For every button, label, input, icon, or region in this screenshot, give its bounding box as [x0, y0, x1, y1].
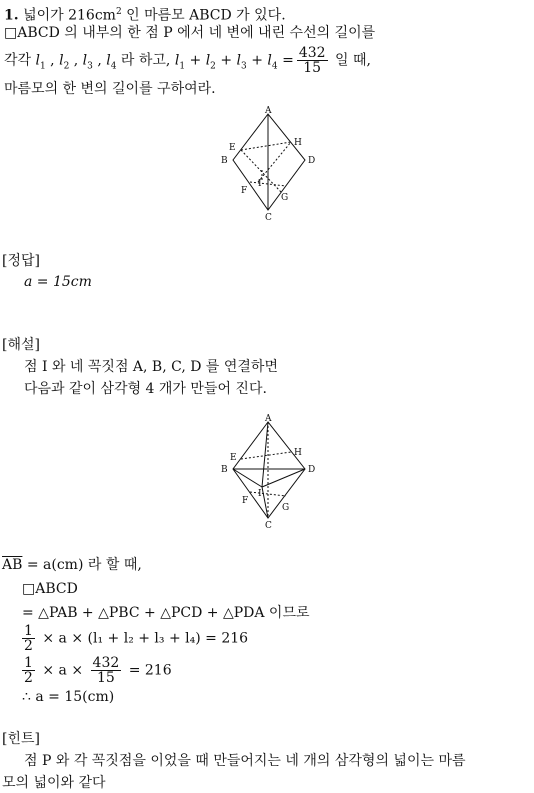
label-G-2: G: [282, 503, 290, 513]
equation-2-mid: × a ×: [37, 662, 88, 679]
rhombus-figure-2: [218, 412, 322, 530]
equation-1: [22, 624, 248, 653]
label-C: C: [265, 213, 272, 222]
half-fraction-2: $\frac{1}{2}$: [24, 655, 33, 686]
answer-label: [정답]: [2, 253, 40, 269]
explanation-label: [해설]: [2, 337, 40, 353]
label-E-2: E: [230, 453, 237, 463]
label-D-2: D: [308, 465, 316, 475]
problem-text-1sup: 2: [115, 7, 122, 17]
fraction-denominator: 15: [303, 60, 322, 76]
label-G: G: [281, 193, 289, 203]
hint-line-2: 모의 넓이와 같다: [2, 775, 106, 791]
label-C-2: C: [265, 521, 272, 530]
label-I: I: [258, 179, 262, 189]
label-B-2: B: [221, 465, 228, 475]
half-fraction-1: $\frac{1}{2}$: [24, 623, 33, 654]
equation-2: [22, 656, 172, 685]
label-D: D: [308, 156, 316, 166]
problem-number: 1.: [4, 7, 19, 24]
equation-2-fraction: $\frac{432}{15}$: [92, 655, 120, 686]
label-F-2: F: [242, 496, 249, 506]
conclusion: ∴ a = 15(cm): [22, 689, 115, 705]
problem-text-1a: 넓이가 216cm: [23, 7, 116, 24]
problem-text-3a: 각각: [4, 52, 36, 69]
ab-segment: $\overline{AB}$: [2, 557, 23, 573]
rhombus-figure-1: [218, 104, 322, 222]
label-A: A: [265, 106, 272, 116]
label-A-2: A: [265, 414, 272, 424]
problem-line-4: 마름모의 한 변의 길이를 구하여라.: [4, 81, 216, 97]
explanation-line-2: 다음과 같이 삼각형 4 개가 만들어 진다.: [24, 381, 267, 397]
label-F: F: [241, 186, 248, 196]
problem-text-1b: 인 마름모 ABCD 가 있다.: [121, 7, 286, 24]
rect-label: □ABCD: [22, 581, 78, 597]
ab-definition: [2, 556, 142, 574]
hint-line-1: 점 P 와 각 꼭짓점을 이었을 때 만들어지는 네 개의 삼각형의 넓이는 마름: [24, 753, 466, 769]
equation-1-tail: × a × (l₁ + l₂ + l₃ + l₄) = 216: [37, 630, 249, 647]
label-B: B: [221, 156, 228, 166]
label-E: E: [229, 143, 236, 153]
triangle-sum: = △PAB + △PBC + △PCD + △PDA 이므로: [22, 605, 310, 621]
label-I-2: I: [258, 489, 262, 499]
problem-text-3b: 라 하고,: [116, 52, 175, 69]
equation-2-tail: = 216: [124, 662, 172, 679]
hint-label: [힌트]: [2, 731, 40, 747]
explanation-line-1: 점 I 와 네 꼭짓점 A, B, C, D 를 연결하면: [24, 359, 278, 375]
problem-line-3: 각각 $l_1$ , $l_2$ , $l_3$ , $l_4$ 라 하고, $l_1 + l_2 + l_3 + l_4$ = $\frac{432}{15}$ 일 때,: [4, 45, 371, 76]
problem-line-1: [4, 3, 286, 25]
label-H: H: [294, 138, 302, 148]
label-H-2: H: [294, 448, 302, 458]
fraction-numerator: 432: [298, 45, 326, 61]
answer-value: a = 15cm: [24, 274, 92, 290]
problem-text-3c: 일 때,: [330, 52, 371, 69]
ab-definition-text: = a(cm) 라 할 때,: [22, 557, 142, 573]
problem-line-2: □ABCD 의 내부의 한 점 P 에서 네 변에 내린 수선의 길이를: [4, 25, 376, 41]
problem-fraction: [297, 46, 328, 75]
